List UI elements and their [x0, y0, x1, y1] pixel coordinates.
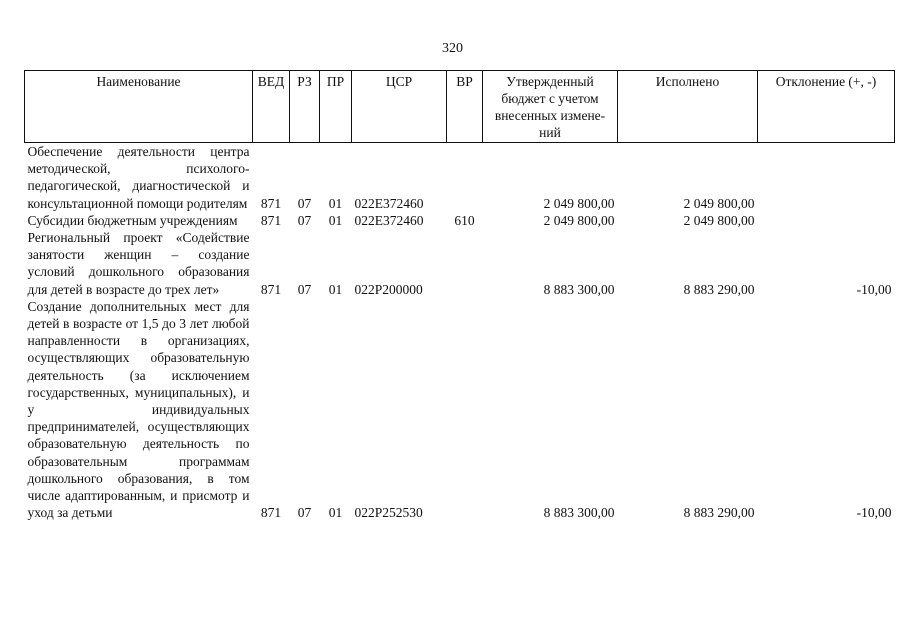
row-name: Создание дополнительных мест для детей в возрасте от 1,5 до 3 лет любой направленности в организациях, осуществляющих образовательную деятельность (за исключением государственных, муниципальных), и у индивидуальных предпринимателей, осуществляющих образовательную деятельность по образовательным программам дошкольного образования, в том числе адаптированным, и присмотр и уход за детьми: [27, 298, 250, 521]
page-number: 320: [442, 41, 463, 56]
row-pr: 01: [328, 281, 343, 297]
header-approved: Утвержденный бюджет с учетом внесенных измене-ний: [483, 71, 618, 143]
row-pr: 01: [328, 212, 343, 228]
row-executed: 2 049 800,00: [683, 212, 755, 228]
row-name: Субсидии бюджетным учреждениям: [27, 212, 238, 228]
header-pr: ПР: [320, 71, 352, 143]
row-ved: 871: [260, 505, 282, 521]
row-csr: 022P252530: [354, 505, 423, 521]
row-vr: 610: [454, 212, 475, 228]
row-rz: 07: [297, 505, 312, 521]
row-name: Обеспечение деятельности центра методической, психолого-педагогической, диагностической и консультационной помощи родителям: [27, 144, 250, 211]
row-ved: 871: [260, 212, 282, 228]
row-rz: 07: [297, 212, 312, 228]
row-executed: 2 049 800,00: [683, 195, 755, 211]
header-executed: Исполнено: [618, 71, 758, 143]
row-name: Региональный проект «Содействие занятости женщин – создание условий дошкольного образования для детей в возрасте до трех лет»: [27, 230, 250, 297]
row-csr: 022E372460: [354, 195, 424, 211]
table-row: [25, 212, 895, 229]
row-deviation: -10,00: [856, 505, 892, 521]
row-ved: 871: [260, 281, 282, 297]
row-approved: 2 049 800,00: [543, 195, 615, 211]
row-pr: 01: [328, 195, 343, 211]
row-approved: 8 883 300,00: [543, 505, 615, 521]
header-name: Наименование: [25, 71, 253, 143]
header-rz: РЗ: [290, 71, 320, 143]
row-pr: 01: [328, 505, 343, 521]
row-approved: 8 883 300,00: [543, 281, 615, 297]
row-vr: [447, 229, 483, 298]
row-deviation: -10,00: [856, 281, 892, 297]
row-rz: 07: [297, 195, 312, 211]
row-executed: 8 883 290,00: [683, 281, 755, 297]
row-vr: [447, 143, 483, 212]
budget-table: [24, 70, 895, 521]
header-deviation: Отклонение (+, -): [758, 71, 895, 143]
table-row: [25, 143, 895, 212]
row-vr: [447, 298, 483, 522]
row-ved: 871: [260, 195, 282, 211]
row-rz: 07: [297, 281, 312, 297]
row-deviation: [758, 143, 895, 212]
header-vr: ВР: [447, 71, 483, 143]
table-row: [25, 229, 895, 298]
row-executed: 8 883 290,00: [683, 505, 755, 521]
row-csr: 022E372460: [354, 212, 424, 228]
row-csr: 022P200000: [354, 281, 423, 297]
row-approved: 2 049 800,00: [543, 212, 615, 228]
header-csr: ЦСР: [352, 71, 447, 143]
table-header: [25, 71, 895, 143]
row-deviation: [758, 212, 895, 229]
table-row: [25, 298, 895, 522]
header-ved: ВЕД: [253, 71, 290, 143]
